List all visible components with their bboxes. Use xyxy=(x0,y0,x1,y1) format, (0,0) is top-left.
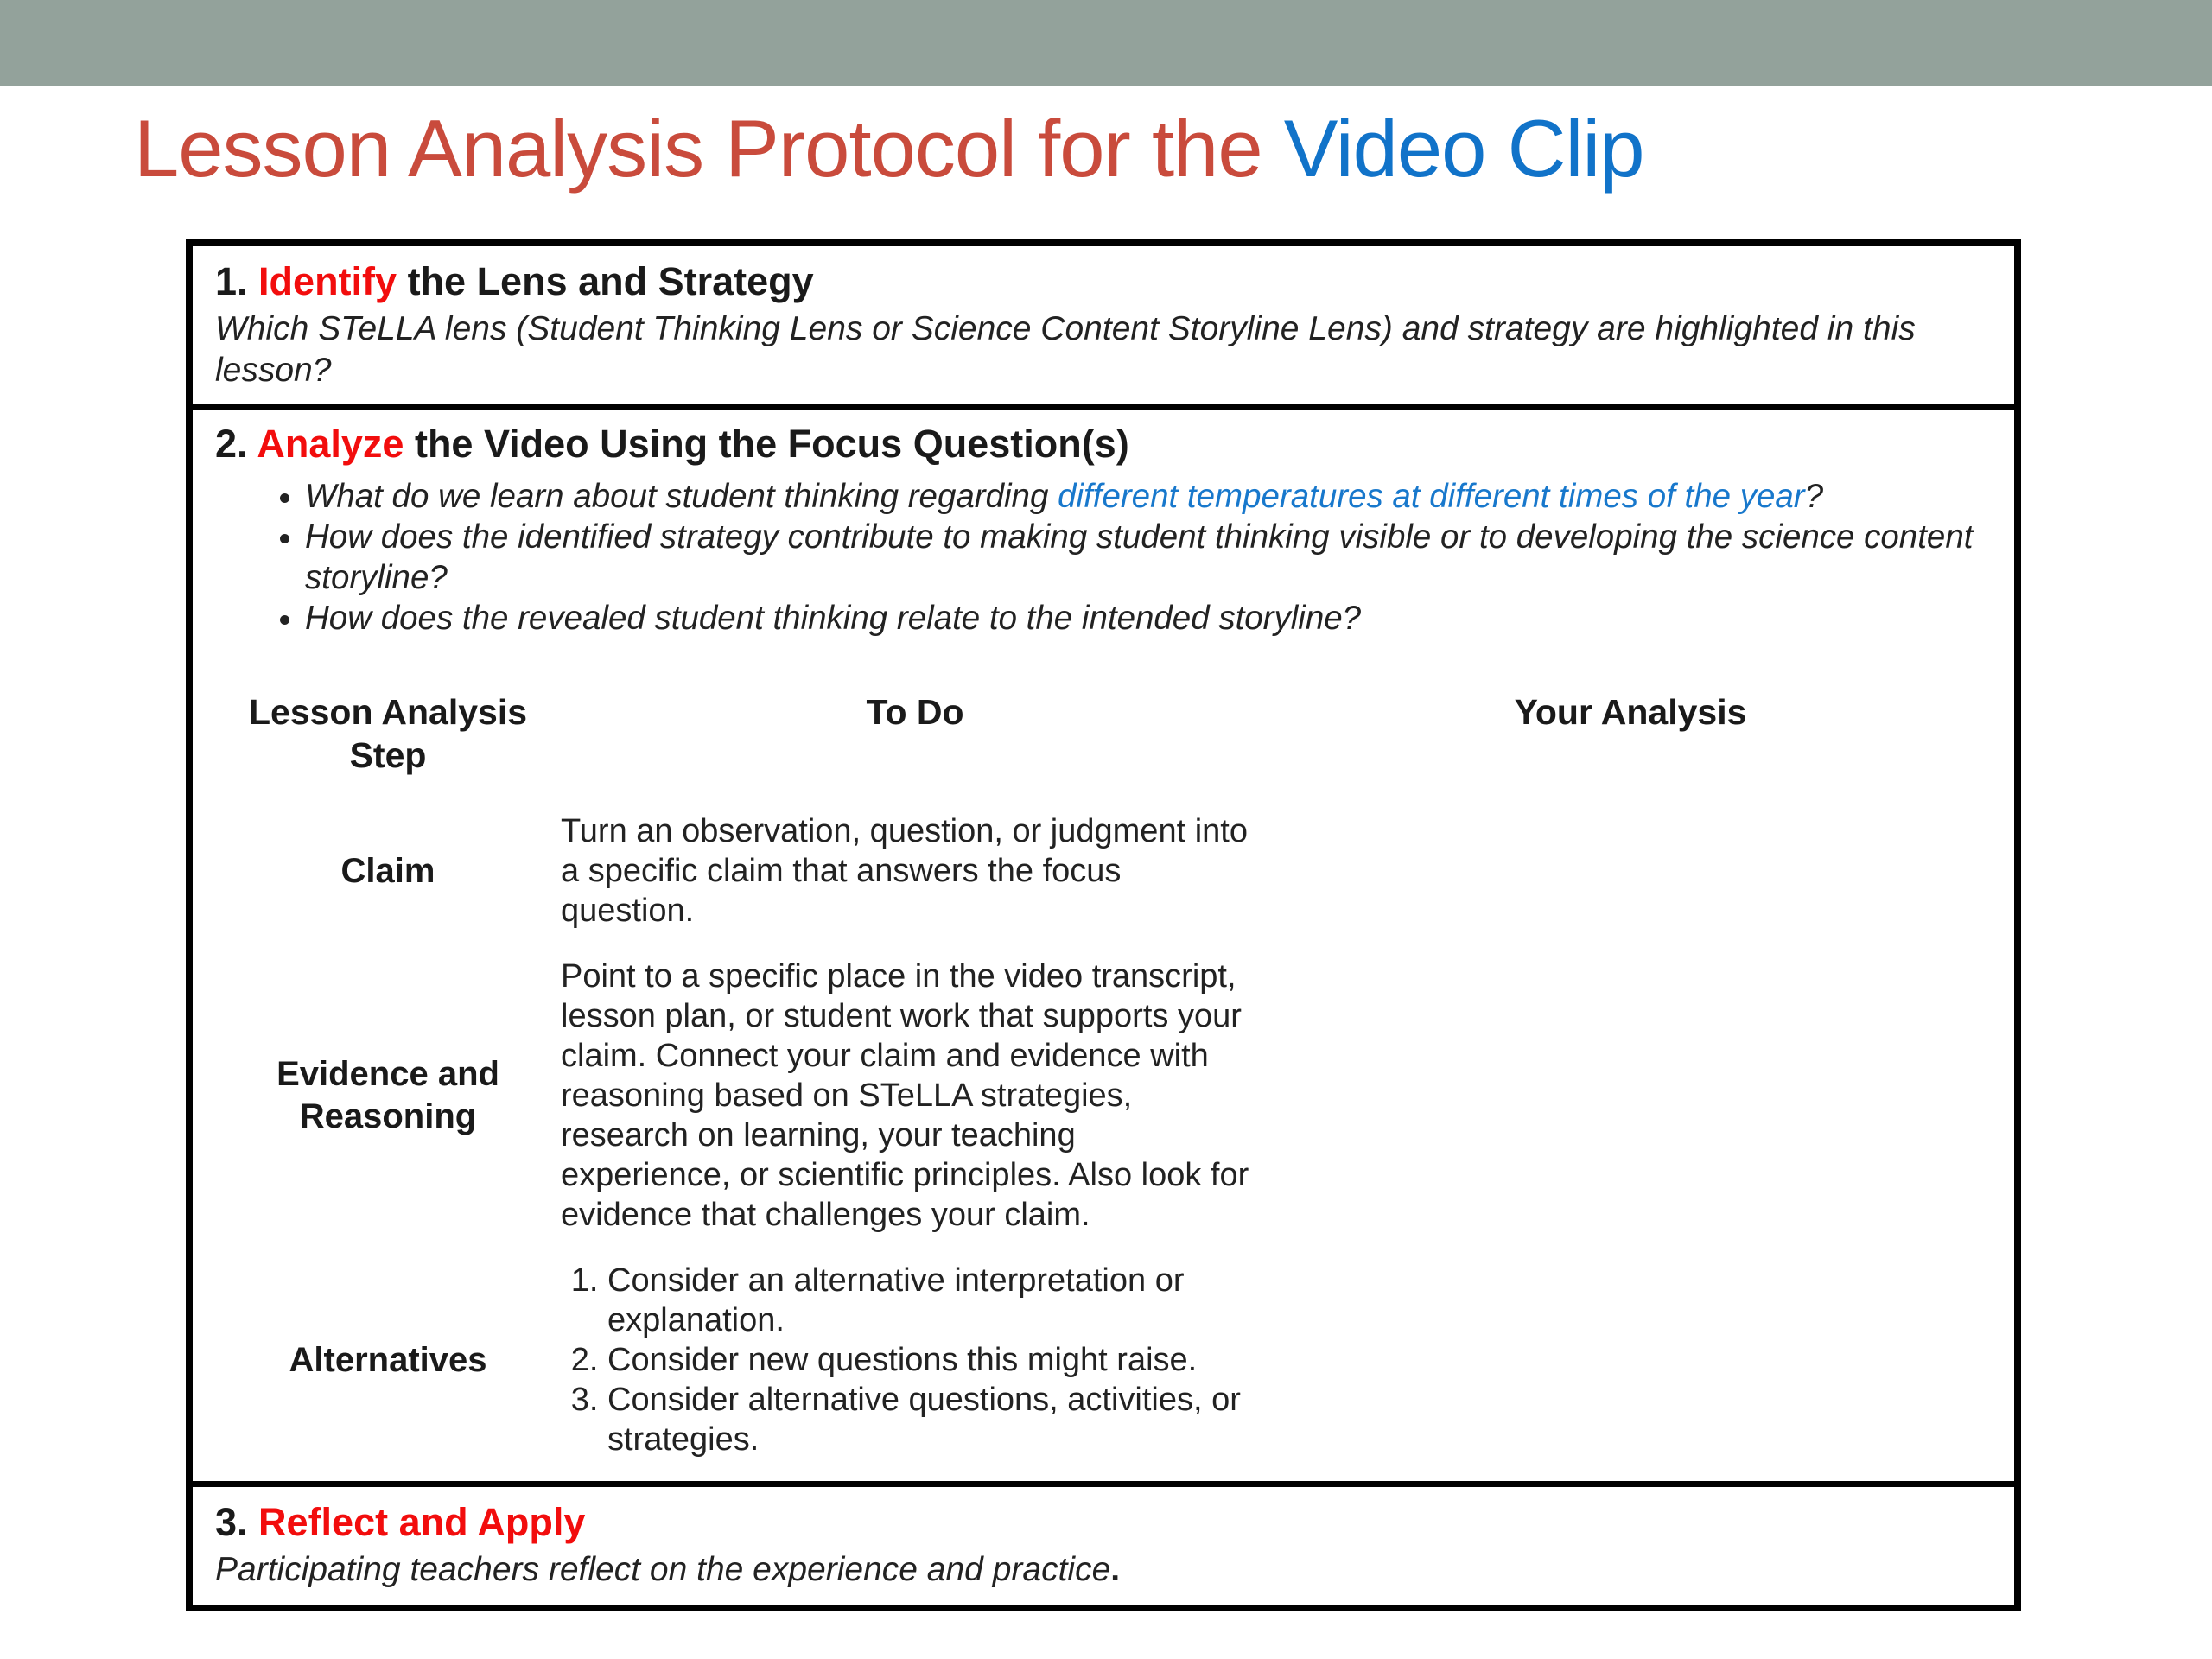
section-3-number: 3. xyxy=(215,1500,259,1545)
section-2-analyze xyxy=(193,410,2014,1487)
row-alternatives-label: Alternatives xyxy=(289,1340,487,1379)
section-3-emphasis: Reflect and Apply xyxy=(258,1500,586,1545)
section-1-identify xyxy=(193,246,2014,410)
focus-question-2: • How does the identified strategy contribute to making student thinking visible or to developing the science content storyline? xyxy=(305,517,1992,598)
section-3-end-period: . xyxy=(1110,1551,1121,1589)
alternatives-item-1: 1. Consider an alternative interpretation or explanation. xyxy=(607,1261,1252,1340)
slide-title xyxy=(134,102,1644,195)
focus-question-1 xyxy=(305,476,1992,517)
alternatives-item-3: 3. Consider alternative questions, activities, or strategies. xyxy=(607,1380,1252,1459)
column-header-your-analysis: Your Analysis xyxy=(1514,692,1747,733)
slide-title-main: Lesson Analysis Protocol for the xyxy=(134,103,1284,194)
row-claim-label: Claim xyxy=(340,851,435,890)
focus-question-1-post: ? xyxy=(1804,478,1824,516)
section-1-heading xyxy=(215,258,1992,305)
alternatives-numbered-list xyxy=(561,1261,1252,1459)
row-alternatives-your-analysis xyxy=(1269,1261,1992,1459)
slide-top-accent-bar xyxy=(0,0,2212,86)
column-header-todo: To Do xyxy=(866,692,964,733)
section-3-reflect xyxy=(193,1487,2014,1605)
column-header-step: Lesson Analysis Step xyxy=(248,692,528,776)
row-alternatives-step-cell xyxy=(215,1261,561,1459)
section-3-heading xyxy=(215,1499,1992,1546)
focus-question-1-pre: What do we learn about student thinking regarding xyxy=(305,478,1058,516)
slide-title-accent: Video Clip xyxy=(1283,103,1644,194)
row-evidence-todo: Point to a specific place in the video transcript, lesson plan, or student work that supports your claim. Connect your claim and evidence with reasoning based on STeLLA strategies, research on learning, your teaching experience, or scientific principles. Also look for evidence that challenges your claim. xyxy=(561,958,1249,1234)
section-1-number: 1. xyxy=(215,259,259,303)
section-2-heading-rest: the Video Using the Focus Question(s) xyxy=(404,422,1129,467)
row-claim-todo: Turn an observation, question, or judgment into a specific claim that answers the focus question. xyxy=(561,813,1248,930)
section-1-heading-rest: the Lens and Strategy xyxy=(397,259,814,303)
lesson-analysis-step-grid xyxy=(215,678,1992,1459)
row-evidence-step-cell xyxy=(215,957,561,1235)
row-evidence-label: Evidence and Reasoning xyxy=(276,1055,499,1136)
row-claim-step-cell xyxy=(215,811,561,931)
row-evidence-your-analysis xyxy=(1269,957,1992,1235)
focus-question-list xyxy=(215,476,1992,639)
focus-question-1-highlight: different temperatures at different times of the year xyxy=(1058,478,1805,516)
lesson-analysis-protocol-table xyxy=(186,239,2021,1611)
alternatives-item-2: 2. Consider new questions this might raise. xyxy=(607,1340,1252,1380)
section-1-description: Which STeLLA lens (Student Thinking Lens or Science Content Storyline Lens) and strategy are highlighted in this lesson? xyxy=(215,310,1916,389)
section-2-number: 2. xyxy=(215,422,257,467)
row-claim-your-analysis xyxy=(1269,811,1992,931)
section-2-emphasis: Analyze xyxy=(257,422,404,467)
row-alternatives-todo xyxy=(561,1261,1252,1459)
focus-question-3: • How does the revealed student thinking relate to the intended storyline? xyxy=(305,598,1992,639)
section-2-heading xyxy=(215,421,1992,467)
section-1-emphasis: Identify xyxy=(258,259,397,303)
section-3-description: Participating teachers reflect on the experience and practice. xyxy=(215,1551,1121,1589)
